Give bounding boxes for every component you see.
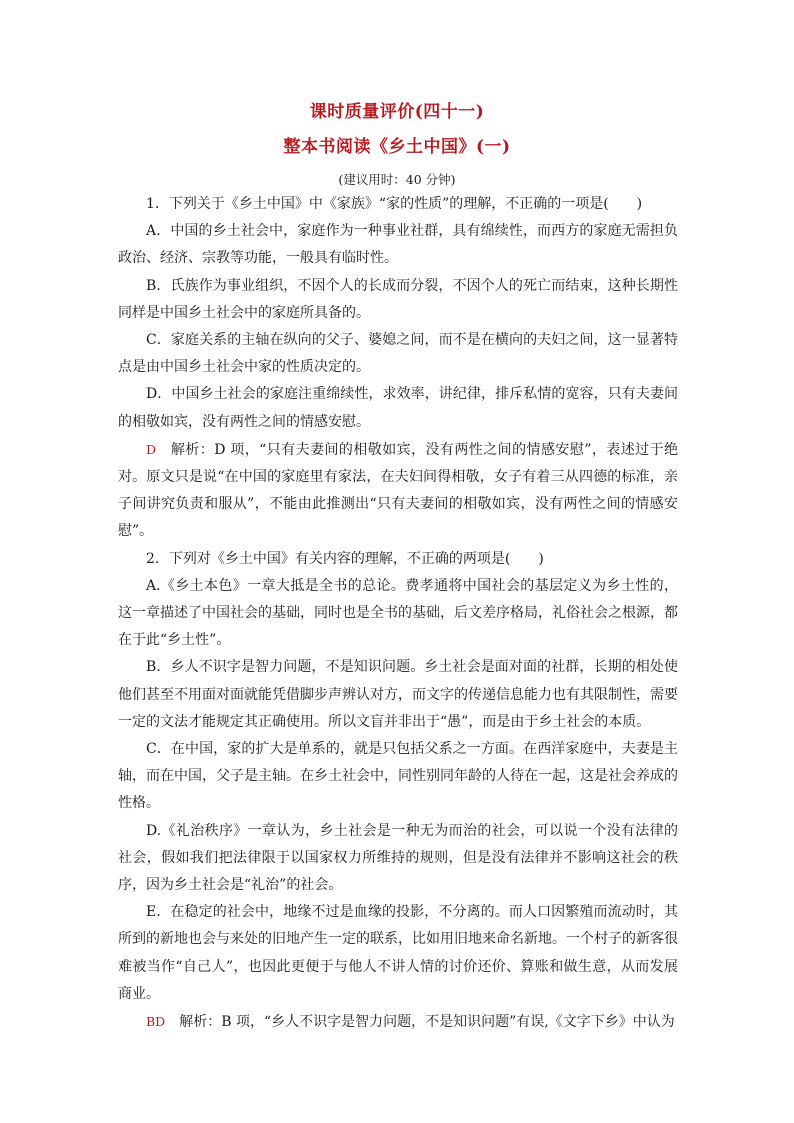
question-1-option-b: B．氏族作为事业组织，不因个人的长成而分裂，不因个人的死亡而结束，这种长期性同样是中国乡土社会中的家庭所具备的。 xyxy=(118,277,678,321)
question-2-option-c: C．在中国，家的扩大是单系的，就是只包括父系之一方面。在西洋家庭中，夫妻是主轴，而在中国，父子是主轴。在乡土社会中，同性别同年龄的人待在一起，这是社会养成的性格。 xyxy=(118,741,678,812)
question-1-analysis: 解析：D 项，“只有夫妻间的相敬如宾，没有两性之间的情感安慰”，表述过于绝对。原文只是说“在中国的家庭里有家法，在夫妇间得相敬，女子有着三从四德的标准，亲子间讲究负责和服从”，不能由此推测出“只有夫妻间的相敬如宾，没有两性之间的情感安慰”。 xyxy=(118,441,678,540)
question-2-option-e: E．在稳定的社会中，地缘不过是血缘的投影，不分离的。而人口因繁殖而流动时，其所到的新地也会与来处的旧地产生一定的联系，比如用旧地来命名新地。一个村子的新客很难被当作“自己人”，也因此更便于与他人不讲人情的讨价还价、算账和做生意，从而发展商业。 xyxy=(118,904,678,1002)
document-body xyxy=(118,191,678,1036)
question-1-option-d: D．中国乡土社会的家庭注重绵续性，求效率，讲纪律，排斥私情的宽容，只有夫妻间的相敬如宾，没有两性之间的情感安慰。 xyxy=(118,386,678,430)
question-1-option-c: C．家庭关系的主轴在纵向的父子、婆媳之间，而不是在横向的夫妇之间，这一显著特点是由中国乡土社会中家的性质决定的。 xyxy=(118,332,678,376)
question-2-option-b: B．乡人不识字是智力问题，不是知识问题。乡土社会是面对面的社群，长期的相处使他们甚至不用面对面就能凭借脚步声辨认对方，而文字的传递信息能力也有其限制性，需要一定的文法才能规定其正确使用。所以文盲并非出于“愚”，而是由于乡土社会的本质。 xyxy=(118,659,678,730)
question-1-option-a: A．中国的乡土社会中，家庭作为一种事业社群，具有绵续性，而西方的家庭无需担负政治、经济、宗教等功能，一般具有临时性。 xyxy=(118,223,678,267)
question-2-analysis-block xyxy=(118,1008,678,1036)
time-note: (建议用时：40 分钟) xyxy=(338,172,456,187)
question-2-option-a: A.《乡土本色》一章大抵是全书的总论。费孝通将中国社会的基层定义为乡土性的，这一章描述了中国社会的基础，同时也是全书的基础，后文差序格局，礼俗社会之根源，都在于此“乡土性”。 xyxy=(118,577,678,649)
page-subtitle: 整本书阅读《乡土中国》(一) xyxy=(283,137,511,157)
question-2-answer: BD xyxy=(146,1014,166,1030)
question-1-analysis-block xyxy=(118,436,678,546)
question-2-analysis: 解析：B 项，“乡人不识字是智力问题，不是知识问题”有误,《文字下乡》中认为 xyxy=(179,1014,675,1031)
question-1-answer: D xyxy=(146,441,157,457)
question-2-option-d: D.《礼治秩序》一章认为，乡土社会是一种无为而治的社会，可以说一个没有法律的社会，假如我们把法律限于以国家权力所维持的规则，但是没有法律并不影响这社会的秩序，因为乡土社会是“礼治”的社会。 xyxy=(118,822,678,894)
question-1-stem: 1．下列关于《乡土中国》中《家族》“家的性质”的理解，不正确的一项是( ) xyxy=(146,196,643,212)
page-title: 课时质量评价(四十一) xyxy=(309,102,485,122)
question-2-stem: 2．下列对《乡土中国》有关内容的理解，不正确的两项是( ) xyxy=(146,550,544,567)
